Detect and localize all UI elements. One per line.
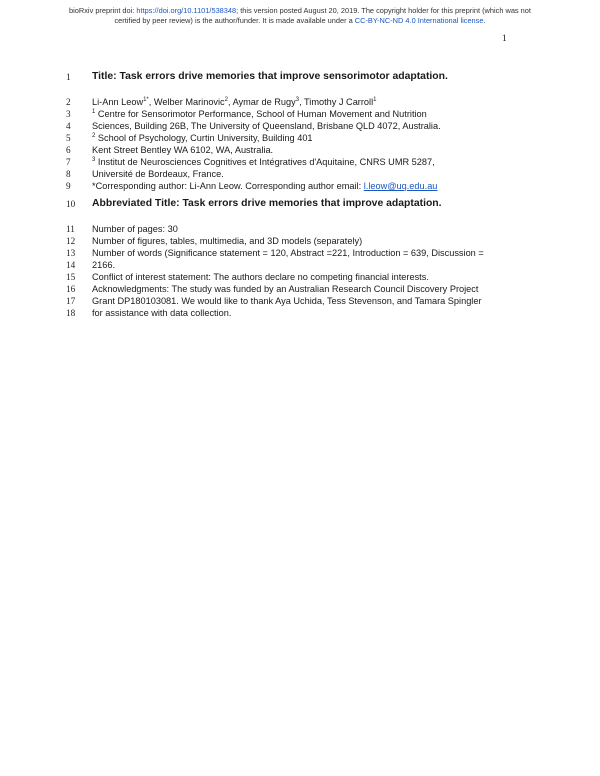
doi-link[interactable]: https://doi.org/10.1101/538348 bbox=[136, 6, 237, 15]
acknowledgments: Grant DP180103081. We would like to thank Aya Uchida, Tess Stevenson, and Tamara Spingler bbox=[92, 296, 482, 306]
affiliation-line bbox=[0, 168, 600, 180]
author-list bbox=[92, 96, 376, 108]
line-number: 16 bbox=[66, 284, 76, 294]
paper-title: Title: Task errors drive memories that improve sensorimotor adaptation. bbox=[92, 71, 448, 82]
author-name: , Welber Marinovic bbox=[148, 97, 225, 107]
abbreviated-title-line bbox=[0, 198, 600, 210]
title-line bbox=[0, 71, 600, 83]
line-number: 2 bbox=[66, 97, 71, 107]
corresponding-author bbox=[92, 180, 437, 192]
line-number: 15 bbox=[66, 272, 76, 282]
line-number: 3 bbox=[66, 109, 71, 119]
acknowledgments-line bbox=[0, 283, 600, 295]
preprint-header bbox=[0, 6, 600, 25]
word-count: Number of words (Significance statement = 120, Abstract =221, Introduction = 639, Discussion = bbox=[92, 248, 484, 258]
line-number: 7 bbox=[66, 157, 71, 167]
word-count: 2166. bbox=[92, 260, 115, 270]
affiliation-text bbox=[92, 132, 313, 144]
words-line bbox=[0, 247, 600, 259]
affiliation-text bbox=[92, 108, 427, 120]
header-line-2 bbox=[0, 16, 600, 26]
affiliation-marker: 1 bbox=[92, 108, 96, 115]
acknowledgments-line bbox=[0, 295, 600, 307]
affiliation-line bbox=[0, 156, 600, 168]
author-name: Li-Ann Leow bbox=[92, 97, 144, 107]
affiliation-marker: 2 bbox=[224, 96, 228, 103]
affiliation-marker: 1* bbox=[143, 96, 149, 103]
license-link[interactable]: CC-BY-NC-ND 4.0 International license bbox=[354, 15, 484, 25]
figure-count: Number of figures, tables, multimedia, and 3D models (separately) bbox=[92, 236, 363, 246]
affiliation-text: Kent Street Bentley WA 6102, WA, Australia. bbox=[92, 145, 274, 155]
page-number: 1 bbox=[502, 34, 507, 44]
line-number: 5 bbox=[66, 133, 71, 143]
line-number: 14 bbox=[66, 260, 76, 270]
line-number: 17 bbox=[66, 296, 76, 306]
affiliation-body: School of Psychology, Curtin University, Building 401 bbox=[95, 133, 313, 143]
line-number: 9 bbox=[66, 181, 71, 191]
line-number: 8 bbox=[66, 169, 71, 179]
abbreviated-title: Abbreviated Title: Task errors drive memories that improve adaptation. bbox=[92, 198, 442, 209]
affiliation-marker: 3 bbox=[92, 156, 96, 163]
corresponding-text: *Corresponding author: Li-Ann Leow. Corresponding author email: bbox=[92, 181, 364, 191]
acknowledgments: Acknowledgments: The study was funded by an Australian Research Council Discovery Project bbox=[92, 284, 479, 294]
conflict-line bbox=[0, 271, 600, 283]
affiliation-body: Institut de Neurosciences Cognitives et Intégratives d'Aquitaine, CNRS UMR 5287, bbox=[95, 157, 435, 167]
line-number: 13 bbox=[66, 248, 76, 258]
figures-line bbox=[0, 235, 600, 247]
line-number: 10 bbox=[66, 199, 76, 209]
corresponding-author-line bbox=[0, 180, 600, 192]
affiliation-text: Université de Bordeaux, France. bbox=[92, 169, 224, 179]
pages-line bbox=[0, 223, 600, 235]
affiliation-text: Sciences, Building 26B, The University of Queensland, Brisbane QLD 4072, Australia. bbox=[92, 121, 441, 131]
acknowledgments: for assistance with data collection. bbox=[92, 308, 232, 318]
line-number: 4 bbox=[66, 121, 71, 131]
acknowledgments-line bbox=[0, 307, 600, 319]
affiliation-body: Centre for Sensorimotor Performance, School of Human Movement and Nutrition bbox=[95, 109, 427, 119]
affiliation-text bbox=[92, 156, 435, 168]
affiliation-marker: 3 bbox=[295, 96, 300, 103]
affiliation-line bbox=[0, 120, 600, 132]
affiliation-line bbox=[0, 144, 600, 156]
header-text: ; this version posted August 20, 2019. The copyright holder for this preprint (which was not bbox=[236, 6, 531, 15]
line-number: 11 bbox=[66, 224, 75, 234]
page-count: Number of pages: 30 bbox=[92, 224, 178, 234]
author-name: , Aymar de Rugy bbox=[228, 97, 296, 107]
affiliation-line bbox=[0, 132, 600, 144]
author-name: , Timothy J Carroll bbox=[299, 97, 374, 107]
header-text: . bbox=[483, 15, 486, 25]
header-line-1 bbox=[0, 6, 600, 16]
authors-line bbox=[0, 96, 600, 108]
line-number: 1 bbox=[66, 72, 71, 82]
line-number: 12 bbox=[66, 236, 76, 246]
words-line bbox=[0, 259, 600, 271]
email-link[interactable]: l.leow@uq.edu.au bbox=[363, 181, 438, 191]
affiliation-marker: 1 bbox=[373, 96, 377, 103]
conflict-statement: Conflict of interest statement: The authors declare no competing financial interests. bbox=[92, 272, 429, 282]
affiliation-line bbox=[0, 108, 600, 120]
header-text: bioRxiv preprint doi: bbox=[69, 6, 137, 15]
line-number: 18 bbox=[66, 308, 76, 318]
affiliation-marker: 2 bbox=[92, 132, 96, 139]
header-text: certified by peer review) is the author/funder. It is made available under a bbox=[114, 15, 355, 25]
line-number: 6 bbox=[66, 145, 71, 155]
